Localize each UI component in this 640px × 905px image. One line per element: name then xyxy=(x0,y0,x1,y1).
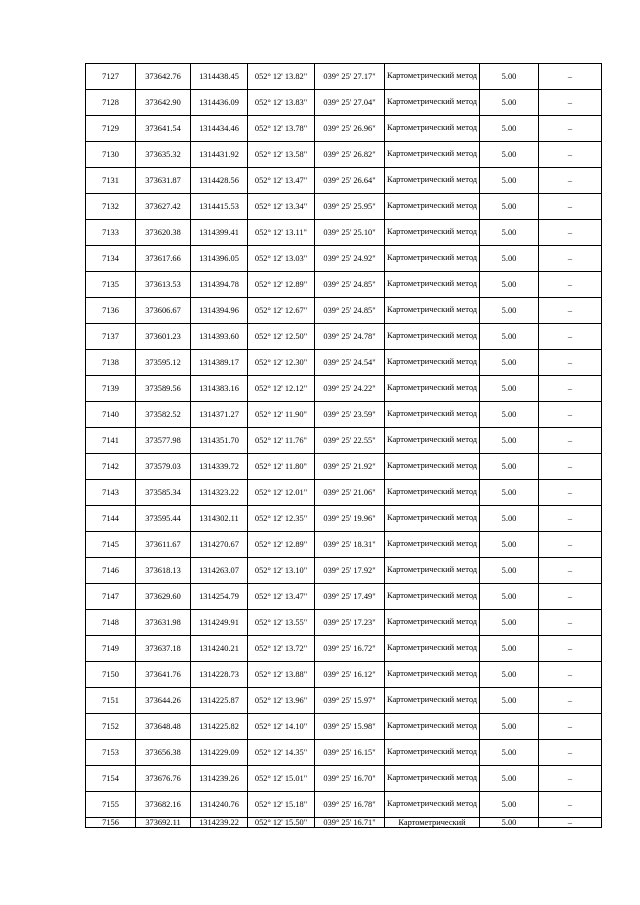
note-cell: – xyxy=(539,402,602,428)
y-coordinate-cell: 1314396.05 xyxy=(191,246,248,272)
x-coordinate-cell: 373585.34 xyxy=(136,480,191,506)
y-coordinate-cell: 1314339.72 xyxy=(191,454,248,480)
x-coordinate-cell: 373595.12 xyxy=(136,350,191,376)
accuracy-cell: 5.00 xyxy=(480,714,539,740)
method-cell: Картометрический метод xyxy=(385,792,480,818)
table-row xyxy=(86,90,602,116)
table-row xyxy=(86,194,602,220)
x-coordinate-cell: 373635.32 xyxy=(136,142,191,168)
table-row xyxy=(86,298,602,324)
point-number-cell: 7142 xyxy=(86,454,136,480)
accuracy-cell: 5.00 xyxy=(480,506,539,532)
point-number-cell: 7133 xyxy=(86,220,136,246)
longitude-cell: 039° 25' 15.97" xyxy=(315,688,385,714)
latitude-cell: 052° 12' 13.72" xyxy=(248,636,315,662)
longitude-cell: 039° 25' 15.98" xyxy=(315,714,385,740)
note-cell: – xyxy=(539,168,602,194)
x-coordinate-cell: 373642.90 xyxy=(136,90,191,116)
accuracy-cell: 5.00 xyxy=(480,636,539,662)
point-number-cell: 7156 xyxy=(86,818,136,828)
method-cell: Картометрический метод xyxy=(385,688,480,714)
x-coordinate-cell: 373620.38 xyxy=(136,220,191,246)
table-row xyxy=(86,714,602,740)
table-row xyxy=(86,350,602,376)
longitude-cell: 039° 25' 24.54" xyxy=(315,350,385,376)
note-cell: – xyxy=(539,688,602,714)
longitude-cell: 039° 25' 27.04" xyxy=(315,90,385,116)
latitude-cell: 052° 12' 13.82" xyxy=(248,64,315,90)
latitude-cell: 052° 12' 12.01" xyxy=(248,480,315,506)
x-coordinate-cell: 373656.38 xyxy=(136,740,191,766)
point-number-cell: 7128 xyxy=(86,90,136,116)
y-coordinate-cell: 1314239.22 xyxy=(191,818,248,828)
accuracy-cell: 5.00 xyxy=(480,194,539,220)
y-coordinate-cell: 1314225.82 xyxy=(191,714,248,740)
x-coordinate-cell: 373631.87 xyxy=(136,168,191,194)
longitude-cell: 039° 25' 23.59" xyxy=(315,402,385,428)
y-coordinate-cell: 1314389.17 xyxy=(191,350,248,376)
longitude-cell: 039° 25' 24.92" xyxy=(315,246,385,272)
method-cell: Картометрический метод xyxy=(385,584,480,610)
point-number-cell: 7154 xyxy=(86,766,136,792)
method-cell: Картометрический метод xyxy=(385,402,480,428)
latitude-cell: 052° 12' 12.89" xyxy=(248,532,315,558)
point-number-cell: 7129 xyxy=(86,116,136,142)
note-cell: – xyxy=(539,506,602,532)
point-number-cell: 7137 xyxy=(86,324,136,350)
table-row xyxy=(86,64,602,90)
y-coordinate-cell: 1314302.11 xyxy=(191,506,248,532)
point-number-cell: 7139 xyxy=(86,376,136,402)
table-row xyxy=(86,532,602,558)
x-coordinate-cell: 373637.18 xyxy=(136,636,191,662)
note-cell: – xyxy=(539,532,602,558)
accuracy-cell: 5.00 xyxy=(480,246,539,272)
latitude-cell: 052° 12' 12.89" xyxy=(248,272,315,298)
accuracy-cell: 5.00 xyxy=(480,220,539,246)
accuracy-cell: 5.00 xyxy=(480,454,539,480)
latitude-cell: 052° 12' 13.10" xyxy=(248,558,315,584)
accuracy-cell: 5.00 xyxy=(480,480,539,506)
latitude-cell: 052° 12' 13.88" xyxy=(248,662,315,688)
latitude-cell: 052° 12' 13.55" xyxy=(248,610,315,636)
note-cell: – xyxy=(539,428,602,454)
note-cell: – xyxy=(539,142,602,168)
point-number-cell: 7140 xyxy=(86,402,136,428)
latitude-cell: 052° 12' 14.35" xyxy=(248,740,315,766)
note-cell: – xyxy=(539,740,602,766)
longitude-cell: 039° 25' 17.92" xyxy=(315,558,385,584)
method-cell: Картометрический метод xyxy=(385,662,480,688)
table-row xyxy=(86,480,602,506)
table-row xyxy=(86,246,602,272)
method-cell: Картометрический метод xyxy=(385,610,480,636)
method-cell: Картометрический метод xyxy=(385,376,480,402)
x-coordinate-cell: 373629.60 xyxy=(136,584,191,610)
coordinates-sheet xyxy=(85,63,601,828)
y-coordinate-cell: 1314438.45 xyxy=(191,64,248,90)
y-coordinate-cell: 1314323.22 xyxy=(191,480,248,506)
x-coordinate-cell: 373627.42 xyxy=(136,194,191,220)
accuracy-cell: 5.00 xyxy=(480,64,539,90)
table-row xyxy=(86,610,602,636)
point-number-cell: 7153 xyxy=(86,740,136,766)
x-coordinate-cell: 373641.76 xyxy=(136,662,191,688)
accuracy-cell: 5.00 xyxy=(480,766,539,792)
accuracy-cell: 5.00 xyxy=(480,558,539,584)
point-number-cell: 7134 xyxy=(86,246,136,272)
accuracy-cell: 5.00 xyxy=(480,610,539,636)
point-number-cell: 7131 xyxy=(86,168,136,194)
table-row xyxy=(86,818,602,828)
accuracy-cell: 5.00 xyxy=(480,818,539,828)
method-cell: Картометрический метод xyxy=(385,116,480,142)
accuracy-cell: 5.00 xyxy=(480,324,539,350)
point-number-cell: 7136 xyxy=(86,298,136,324)
latitude-cell: 052° 12' 12.67" xyxy=(248,298,315,324)
latitude-cell: 052° 12' 13.03" xyxy=(248,246,315,272)
note-cell: – xyxy=(539,662,602,688)
point-number-cell: 7143 xyxy=(86,480,136,506)
longitude-cell: 039° 25' 25.95" xyxy=(315,194,385,220)
accuracy-cell: 5.00 xyxy=(480,272,539,298)
x-coordinate-cell: 373577.98 xyxy=(136,428,191,454)
note-cell: – xyxy=(539,272,602,298)
y-coordinate-cell: 1314254.79 xyxy=(191,584,248,610)
table-row xyxy=(86,662,602,688)
x-coordinate-cell: 373631.98 xyxy=(136,610,191,636)
method-cell: Картометрический метод xyxy=(385,142,480,168)
note-cell: – xyxy=(539,194,602,220)
note-cell: – xyxy=(539,298,602,324)
method-cell: Картометрический метод xyxy=(385,324,480,350)
y-coordinate-cell: 1314431.92 xyxy=(191,142,248,168)
y-coordinate-cell: 1314239.26 xyxy=(191,766,248,792)
longitude-cell: 039° 25' 16.72" xyxy=(315,636,385,662)
y-coordinate-cell: 1314249.91 xyxy=(191,610,248,636)
note-cell: – xyxy=(539,766,602,792)
longitude-cell: 039° 25' 26.82" xyxy=(315,142,385,168)
accuracy-cell: 5.00 xyxy=(480,402,539,428)
latitude-cell: 052° 12' 14.10" xyxy=(248,714,315,740)
latitude-cell: 052° 12' 12.12" xyxy=(248,376,315,402)
method-cell: Картометрический метод xyxy=(385,298,480,324)
point-number-cell: 7135 xyxy=(86,272,136,298)
x-coordinate-cell: 373676.76 xyxy=(136,766,191,792)
method-cell: Картометрический метод xyxy=(385,636,480,662)
latitude-cell: 052° 12' 15.18" xyxy=(248,792,315,818)
y-coordinate-cell: 1314351.70 xyxy=(191,428,248,454)
method-cell: Картометрический метод xyxy=(385,714,480,740)
latitude-cell: 052° 12' 13.11" xyxy=(248,220,315,246)
longitude-cell: 039° 25' 27.17" xyxy=(315,64,385,90)
point-number-cell: 7149 xyxy=(86,636,136,662)
point-number-cell: 7132 xyxy=(86,194,136,220)
longitude-cell: 039° 25' 18.31" xyxy=(315,532,385,558)
note-cell: – xyxy=(539,558,602,584)
table-row xyxy=(86,506,602,532)
method-cell: Картометрический метод xyxy=(385,740,480,766)
latitude-cell: 052° 12' 11.76" xyxy=(248,428,315,454)
table-row xyxy=(86,402,602,428)
longitude-cell: 039° 25' 21.06" xyxy=(315,480,385,506)
coordinates-table xyxy=(85,63,602,828)
y-coordinate-cell: 1314399.41 xyxy=(191,220,248,246)
table-row xyxy=(86,792,602,818)
method-cell: Картометрический метод xyxy=(385,246,480,272)
y-coordinate-cell: 1314240.76 xyxy=(191,792,248,818)
note-cell: – xyxy=(539,350,602,376)
table-row xyxy=(86,454,602,480)
x-coordinate-cell: 373582.52 xyxy=(136,402,191,428)
table-row xyxy=(86,636,602,662)
y-coordinate-cell: 1314434.46 xyxy=(191,116,248,142)
y-coordinate-cell: 1314371.27 xyxy=(191,402,248,428)
point-number-cell: 7145 xyxy=(86,532,136,558)
table-row xyxy=(86,324,602,350)
latitude-cell: 052° 12' 12.35" xyxy=(248,506,315,532)
table-row xyxy=(86,688,602,714)
latitude-cell: 052° 12' 12.50" xyxy=(248,324,315,350)
y-coordinate-cell: 1314270.67 xyxy=(191,532,248,558)
table-row xyxy=(86,376,602,402)
point-number-cell: 7127 xyxy=(86,64,136,90)
longitude-cell: 039° 25' 25.10" xyxy=(315,220,385,246)
accuracy-cell: 5.00 xyxy=(480,584,539,610)
y-coordinate-cell: 1314415.53 xyxy=(191,194,248,220)
y-coordinate-cell: 1314383.16 xyxy=(191,376,248,402)
method-cell: Картометрический xyxy=(385,818,480,828)
note-cell: – xyxy=(539,792,602,818)
table-row xyxy=(86,766,602,792)
longitude-cell: 039° 25' 17.23" xyxy=(315,610,385,636)
longitude-cell: 039° 25' 24.22" xyxy=(315,376,385,402)
table-row xyxy=(86,428,602,454)
table-row xyxy=(86,168,602,194)
y-coordinate-cell: 1314394.96 xyxy=(191,298,248,324)
x-coordinate-cell: 373641.54 xyxy=(136,116,191,142)
latitude-cell: 052° 12' 11.80" xyxy=(248,454,315,480)
method-cell: Картометрический метод xyxy=(385,64,480,90)
x-coordinate-cell: 373601.23 xyxy=(136,324,191,350)
longitude-cell: 039° 25' 26.64" xyxy=(315,168,385,194)
note-cell: – xyxy=(539,116,602,142)
x-coordinate-cell: 373682.16 xyxy=(136,792,191,818)
point-number-cell: 7150 xyxy=(86,662,136,688)
note-cell: – xyxy=(539,90,602,116)
note-cell: – xyxy=(539,246,602,272)
latitude-cell: 052° 12' 13.83" xyxy=(248,90,315,116)
longitude-cell: 039° 25' 26.96" xyxy=(315,116,385,142)
x-coordinate-cell: 373642.76 xyxy=(136,64,191,90)
method-cell: Картометрический метод xyxy=(385,168,480,194)
point-number-cell: 7152 xyxy=(86,714,136,740)
x-coordinate-cell: 373648.48 xyxy=(136,714,191,740)
table-row xyxy=(86,116,602,142)
note-cell: – xyxy=(539,454,602,480)
accuracy-cell: 5.00 xyxy=(480,662,539,688)
longitude-cell: 039° 25' 21.92" xyxy=(315,454,385,480)
point-number-cell: 7141 xyxy=(86,428,136,454)
accuracy-cell: 5.00 xyxy=(480,350,539,376)
longitude-cell: 039° 25' 24.85" xyxy=(315,272,385,298)
method-cell: Картометрический метод xyxy=(385,532,480,558)
accuracy-cell: 5.00 xyxy=(480,168,539,194)
note-cell: – xyxy=(539,714,602,740)
longitude-cell: 039° 25' 24.78" xyxy=(315,324,385,350)
note-cell: – xyxy=(539,220,602,246)
accuracy-cell: 5.00 xyxy=(480,90,539,116)
y-coordinate-cell: 1314228.73 xyxy=(191,662,248,688)
table-row xyxy=(86,142,602,168)
point-number-cell: 7148 xyxy=(86,610,136,636)
latitude-cell: 052° 12' 13.58" xyxy=(248,142,315,168)
x-coordinate-cell: 373692.11 xyxy=(136,818,191,828)
note-cell: – xyxy=(539,376,602,402)
longitude-cell: 039° 25' 19.96" xyxy=(315,506,385,532)
table-row xyxy=(86,558,602,584)
method-cell: Картометрический метод xyxy=(385,766,480,792)
longitude-cell: 039° 25' 16.78" xyxy=(315,792,385,818)
latitude-cell: 052° 12' 13.47" xyxy=(248,584,315,610)
note-cell: – xyxy=(539,584,602,610)
method-cell: Картометрический метод xyxy=(385,90,480,116)
x-coordinate-cell: 373617.66 xyxy=(136,246,191,272)
latitude-cell: 052° 12' 13.34" xyxy=(248,194,315,220)
y-coordinate-cell: 1314240.21 xyxy=(191,636,248,662)
point-number-cell: 7146 xyxy=(86,558,136,584)
y-coordinate-cell: 1314263.07 xyxy=(191,558,248,584)
y-coordinate-cell: 1314393.60 xyxy=(191,324,248,350)
accuracy-cell: 5.00 xyxy=(480,740,539,766)
latitude-cell: 052° 12' 12.30" xyxy=(248,350,315,376)
point-number-cell: 7144 xyxy=(86,506,136,532)
accuracy-cell: 5.00 xyxy=(480,792,539,818)
method-cell: Картометрический метод xyxy=(385,350,480,376)
x-coordinate-cell: 373618.13 xyxy=(136,558,191,584)
y-coordinate-cell: 1314225.87 xyxy=(191,688,248,714)
note-cell: – xyxy=(539,610,602,636)
method-cell: Картометрический метод xyxy=(385,194,480,220)
latitude-cell: 052° 12' 11.90" xyxy=(248,402,315,428)
note-cell: – xyxy=(539,480,602,506)
x-coordinate-cell: 373579.03 xyxy=(136,454,191,480)
accuracy-cell: 5.00 xyxy=(480,376,539,402)
method-cell: Картометрический метод xyxy=(385,454,480,480)
accuracy-cell: 5.00 xyxy=(480,142,539,168)
note-cell: – xyxy=(539,636,602,662)
accuracy-cell: 5.00 xyxy=(480,298,539,324)
x-coordinate-cell: 373644.26 xyxy=(136,688,191,714)
accuracy-cell: 5.00 xyxy=(480,428,539,454)
note-cell: – xyxy=(539,818,602,828)
latitude-cell: 052° 12' 15.50" xyxy=(248,818,315,828)
note-cell: – xyxy=(539,324,602,350)
longitude-cell: 039° 25' 16.71" xyxy=(315,818,385,828)
accuracy-cell: 5.00 xyxy=(480,532,539,558)
latitude-cell: 052° 12' 13.96" xyxy=(248,688,315,714)
x-coordinate-cell: 373606.67 xyxy=(136,298,191,324)
method-cell: Картометрический метод xyxy=(385,220,480,246)
longitude-cell: 039° 25' 22.55" xyxy=(315,428,385,454)
accuracy-cell: 5.00 xyxy=(480,116,539,142)
method-cell: Картометрический метод xyxy=(385,272,480,298)
longitude-cell: 039° 25' 16.15" xyxy=(315,740,385,766)
latitude-cell: 052° 12' 13.78" xyxy=(248,116,315,142)
point-number-cell: 7130 xyxy=(86,142,136,168)
y-coordinate-cell: 1314428.56 xyxy=(191,168,248,194)
method-cell: Картометрический метод xyxy=(385,506,480,532)
x-coordinate-cell: 373589.56 xyxy=(136,376,191,402)
method-cell: Картометрический метод xyxy=(385,480,480,506)
longitude-cell: 039° 25' 17.49" xyxy=(315,584,385,610)
table-row xyxy=(86,220,602,246)
y-coordinate-cell: 1314394.78 xyxy=(191,272,248,298)
x-coordinate-cell: 373595.44 xyxy=(136,506,191,532)
method-cell: Картометрический метод xyxy=(385,428,480,454)
method-cell: Картометрический метод xyxy=(385,558,480,584)
y-coordinate-cell: 1314436.09 xyxy=(191,90,248,116)
table-row xyxy=(86,740,602,766)
point-number-cell: 7151 xyxy=(86,688,136,714)
longitude-cell: 039° 25' 16.70" xyxy=(315,766,385,792)
point-number-cell: 7147 xyxy=(86,584,136,610)
note-cell: – xyxy=(539,64,602,90)
longitude-cell: 039° 25' 24.85" xyxy=(315,298,385,324)
longitude-cell: 039° 25' 16.12" xyxy=(315,662,385,688)
latitude-cell: 052° 12' 15.01" xyxy=(248,766,315,792)
x-coordinate-cell: 373611.67 xyxy=(136,532,191,558)
y-coordinate-cell: 1314229.09 xyxy=(191,740,248,766)
x-coordinate-cell: 373613.53 xyxy=(136,272,191,298)
table-body xyxy=(86,64,602,828)
table-row xyxy=(86,584,602,610)
latitude-cell: 052° 12' 13.47" xyxy=(248,168,315,194)
point-number-cell: 7155 xyxy=(86,792,136,818)
point-number-cell: 7138 xyxy=(86,350,136,376)
accuracy-cell: 5.00 xyxy=(480,688,539,714)
table-row xyxy=(86,272,602,298)
